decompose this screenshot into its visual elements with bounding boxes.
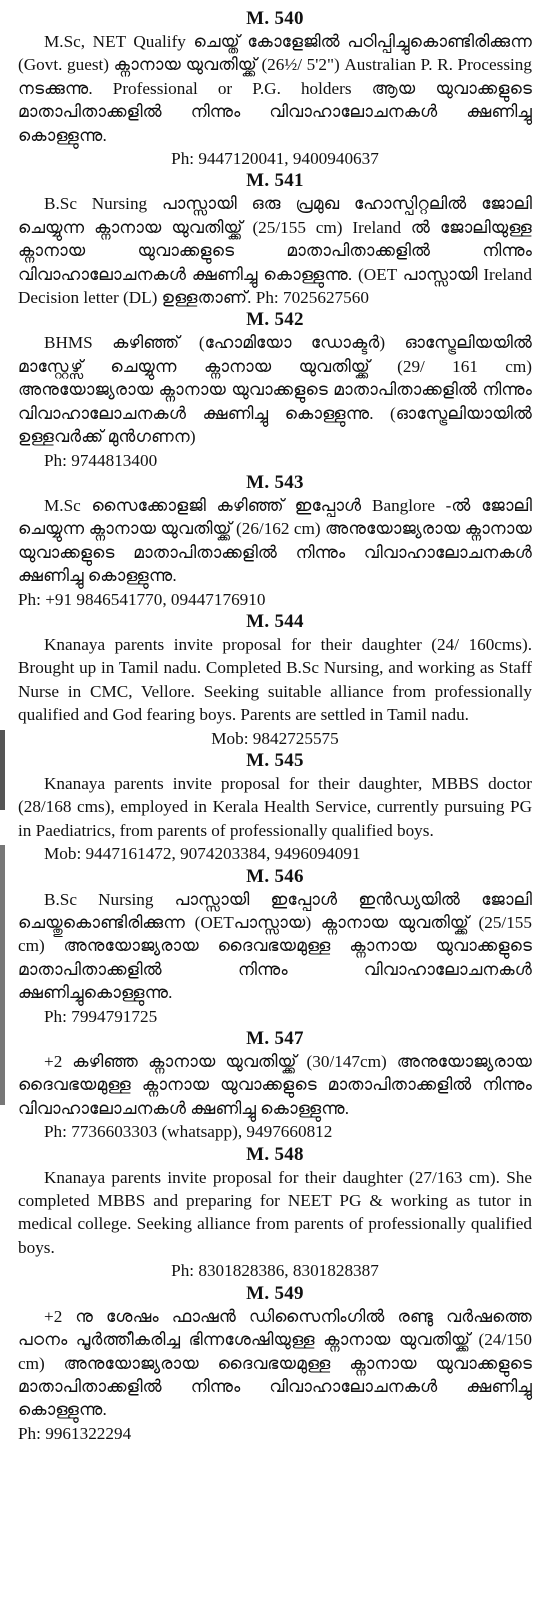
listing-text: BHMS കഴിഞ്ഞ് (ഹോമിയോ ഡോക്ടർ) ഓസ്ട്രേലിയയിൽ മാസ്റ്റേഴ്സ് ചെയ്യുന്ന ക്നാനായ യുവതിയ്ക്ക് (29/ 161 cm) അനുയോജ്യരായ ക്നാനായ യുവാക്കളുടെ മാതാപിതാക്കളിൽ നിന്നും വിവാഹാലോചനകൾ ക്ഷണിച്ചു കൊള്ളുന്നു. (ഓസ്ട്രേലിയായിൽ ഉള്ളവർക്ക് മുൻഗണന) bbox=[18, 333, 532, 447]
listing bbox=[18, 1144, 532, 1283]
listing-id: M. 541 bbox=[246, 170, 304, 192]
listing-contact: Mob: 9842725575 bbox=[211, 728, 339, 748]
listing bbox=[18, 1283, 532, 1445]
listing-contact: Ph: 9447120041, 9400940637 bbox=[171, 149, 379, 169]
listing-text: M.Sc, NET Qualify ചെയ്ത് കോളേജിൽ പഠിപ്പിച്ചുകൊണ്ടിരിക്കുന്ന (Govt. guest) ക്നാനായ യുവതിയ്ക്ക് (26½/ 5'2") Australian P. R. Processing നടക്കുന്നു. Professional or P.G. holders ആയ യുവാക്കളുടെ മാതാപിതാക്കളിൽ നിന്നും വിവാഹാലോചനകൾ ക്ഷണിച്ചു കൊള്ളുന്നു. bbox=[18, 32, 532, 145]
listing bbox=[18, 472, 532, 611]
listing-id: M. 545 bbox=[246, 749, 304, 771]
listing bbox=[18, 8, 532, 170]
listing-id: M. 544 bbox=[246, 610, 304, 632]
listing-id: M. 546 bbox=[246, 865, 304, 887]
listing-text: M.Sc സൈക്കോളജി കഴിഞ്ഞ് ഇപ്പോൾ Banglore -ൽ ജോലി ചെയ്യുന്ന ക്നാനായ യുവതിയ്ക്ക് (26/162 cm) അനുയോജ്യരായ ക്നാനായ യുവാക്കളുടെ മാതാപിതാക്കളിൽ നിന്നും വിവാഹാലോചനകൾ ക്ഷണിച്ചു കൊള്ളുന്നു. bbox=[18, 495, 532, 586]
listing-contact: Ph: 7736603303 (whatsapp), 9497660812 bbox=[44, 1122, 333, 1142]
listing-id: M. 547 bbox=[246, 1028, 304, 1050]
listing bbox=[18, 309, 532, 471]
listing-id: M. 542 bbox=[246, 309, 304, 331]
listing-text: +2 നു ശേഷം ഫാഷൻ ഡിസൈനിംഗിൽ രണ്ടു വർഷത്തെ പഠനം പൂർത്തീകരിച്ച ഭിന്നശേഷിയുള്ള ക്നാനായ യുവതിയ്ക്ക് (24/150 cm) അനുയോജ്യരായ ദൈവഭയമുള്ള ക്നാനായ യുവാക്കളുടെ മാതാപിതാക്കളിൽ നിന്നും വിവാഹാലോചനകൾ ക്ഷണിച്ചു കൊള്ളുന്നു. bbox=[18, 1306, 532, 1420]
listing-text: B.Sc Nursing പാസ്സായി ഒരു പ്രമുഖ ഹോസ്പിറ്റലിൽ ജോലി ചെയ്യുന്ന ക്നാനായ യുവതിയ്ക്ക് (25/155 cm) Ireland ൽ ജോലിയുള്ള ക്നാനായ യുവാക്കളുടെ മാതാപിതാക്കളിൽ നിന്നും വിവാഹാലോചനകൾ ക്ഷണിച്ചു കൊള്ളുന്നു. (OET പാസ്സായി Ireland Decision letter (DL) ഉള്ളതാണ്. Ph: 7025627560 bbox=[18, 194, 532, 308]
left-edge-mark bbox=[0, 845, 5, 1105]
listing bbox=[18, 611, 532, 750]
listing-contact: Ph: 7994791725 bbox=[44, 1006, 158, 1026]
listing-contact: Ph: 8301828386, 8301828387 bbox=[171, 1261, 379, 1281]
listing-text: Knanaya parents invite proposal for their daughter (27/163 cm). She completed MBBS and preparing for NEET PG & working as tutor in medical college. Seeking alliance from parents of professionally qualified boys. bbox=[18, 1167, 532, 1257]
listing bbox=[18, 170, 532, 309]
listing-id: M. 548 bbox=[246, 1143, 304, 1165]
listing-text: Knanaya parents invite proposal for their daughter, MBBS doctor (28/168 cms), employed in Kerala Health Service, currently pursuing PG in Paediatrics, from parents of professionally qualified boys. bbox=[18, 773, 532, 840]
listing-id: M. 540 bbox=[246, 8, 304, 29]
listing bbox=[18, 866, 532, 1028]
listing-contact: Ph: 9744813400 bbox=[44, 450, 158, 470]
left-edge-mark bbox=[0, 730, 5, 810]
listing-contact: Ph: +91 9846541770, 09447176910 bbox=[18, 589, 266, 609]
listing-contact: Ph: 9961322294 bbox=[18, 1423, 132, 1443]
listing-id: M. 549 bbox=[246, 1282, 304, 1304]
listing-text: +2 കഴിഞ്ഞ ക്നാനായ യുവതിയ്ക്ക് (30/147cm) അനുയോജ്യരായ ദൈവഭയമുള്ള ക്നാനായ യുവാക്കളുടെ മാതാപിതാക്കളിൽ നിന്നും വിവാഹാലോചനകൾ ക്ഷണിച്ചു കൊള്ളുന്നു. bbox=[18, 1052, 532, 1118]
matrimonial-column bbox=[18, 8, 532, 1445]
listing-text: Knanaya parents invite proposal for their daughter (24/ 160cms). Brought up in Tamil nadu. Completed B.Sc Nursing, and working as Staff Nurse in CMC, Vellore. Seeking suitable alliance from professionally qualified and God fearing boys. Parents are settled in Tamil nadu. bbox=[18, 634, 532, 725]
listing-contact: Mob: 9447161472, 9074203384, 9496094091 bbox=[44, 844, 361, 864]
listing bbox=[18, 750, 532, 866]
listing-id: M. 543 bbox=[246, 471, 304, 493]
listing-text: B.Sc Nursing പാസ്സായി ഇപ്പോൾ ഇൻഡ്യയിൽ ജോലി ചെയ്തുകൊണ്ടിരിക്കുന്ന (OETപാസ്സായ) ക്നാനായ യുവതിയ്ക്ക് (25/155 cm) അനുയോജ്യരായ ദൈവഭയമുള്ള ക്നാനായ യുവാക്കളുടെ മാതാപിതാക്കളിൽ നിന്നും വിവാഹാലോചനകൾ ക്ഷണിച്ചുകൊള്ളുന്നു. bbox=[18, 889, 532, 1003]
listing bbox=[18, 1028, 532, 1144]
